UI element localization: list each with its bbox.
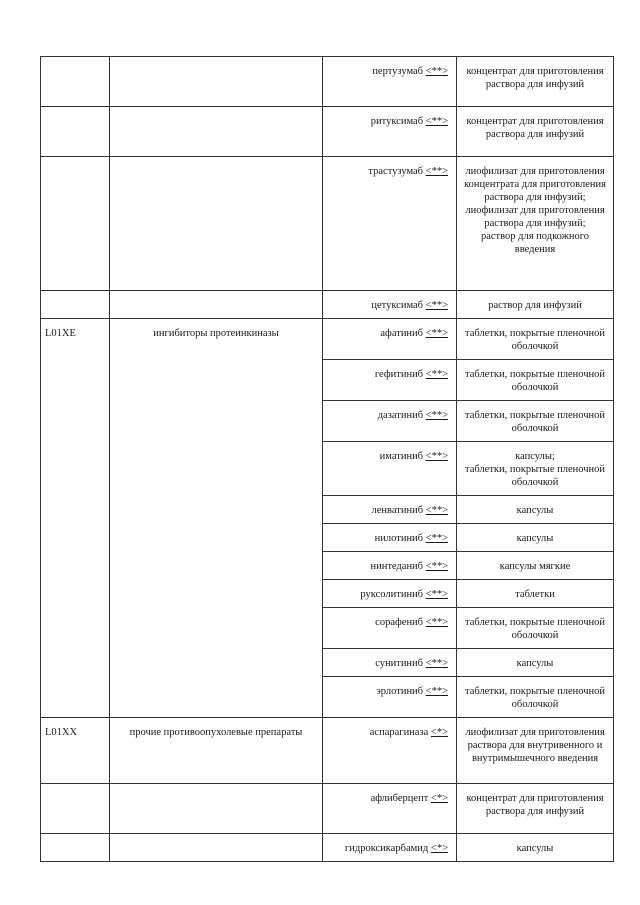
atc-code	[41, 291, 110, 319]
dosage-form-line: таблетки, покрытые пленочной оболочкой	[464, 464, 605, 488]
atc-group-name	[110, 157, 323, 291]
drug-name-cell	[323, 157, 457, 291]
dosage-form-line: раствор для подкожного введения	[480, 231, 590, 255]
dosage-form-line: таблетки, покрытые пленочной оболочкой	[464, 686, 605, 710]
dosage-form	[457, 291, 614, 319]
drug-mark: <**>	[425, 116, 448, 127]
dosage-form	[457, 834, 614, 862]
dosage-form-line: капсулы мягкие	[499, 561, 571, 572]
drug-mark: <**>	[425, 166, 448, 177]
atc-group-name	[110, 784, 323, 834]
drug-name: сорафениб	[375, 617, 424, 628]
table-row	[41, 157, 614, 291]
drug-name: гефитиниб	[374, 369, 424, 380]
drug-name: сунитиниб	[375, 658, 424, 669]
atc-group-name	[110, 834, 323, 862]
drug-mark: <**>	[425, 686, 448, 697]
dosage-form-line: капсулы	[516, 843, 554, 854]
dosage-form-line: капсулы	[516, 533, 554, 544]
table-row	[41, 291, 614, 319]
drug-mark: <**>	[425, 533, 448, 544]
table-row	[41, 57, 614, 107]
dosage-form	[457, 524, 614, 552]
drug-mark: <*>	[430, 727, 448, 738]
drug-name: нинтеданиб	[370, 561, 424, 572]
drug-name-cell	[323, 57, 457, 107]
dosage-form-line: таблетки	[515, 589, 555, 600]
atc-code	[41, 157, 110, 291]
atc-code	[41, 784, 110, 834]
drug-name-cell	[323, 360, 457, 401]
dosage-form-line: лиофилизат для приготовления концентрата для приготовления раствора для инфузий;	[464, 166, 606, 203]
atc-code	[41, 57, 110, 107]
atc-code	[41, 834, 110, 862]
dosage-form	[457, 57, 614, 107]
drug-name: ритуксимаб	[370, 116, 424, 127]
dosage-form-line: капсулы	[516, 658, 554, 669]
drug-mark: <**>	[425, 328, 448, 339]
dosage-form	[457, 677, 614, 718]
drug-name-cell	[323, 107, 457, 157]
dosage-form	[457, 107, 614, 157]
dosage-form	[457, 496, 614, 524]
atc-group-name	[110, 57, 323, 107]
dosage-form	[457, 580, 614, 608]
atc-code	[41, 107, 110, 157]
drug-name-cell	[323, 496, 457, 524]
dosage-form	[457, 718, 614, 784]
drug-mark: <**>	[425, 451, 448, 462]
drug-name-cell	[323, 608, 457, 649]
drug-mark: <**>	[425, 617, 448, 628]
drug-mark: <**>	[425, 300, 448, 311]
table-row	[41, 718, 614, 784]
drug-name: аспарагиназа	[369, 727, 429, 738]
drug-name-cell	[323, 834, 457, 862]
drug-mark: <**>	[425, 369, 448, 380]
drug-name: трастузумаб	[368, 166, 424, 177]
dosage-form-line: концентрат для приготовления раствора для инфузий	[466, 116, 604, 140]
atc-group-name: ингибиторы протеинкиназы	[110, 319, 323, 718]
drug-mark: <**>	[425, 561, 448, 572]
drug-table-body	[41, 57, 614, 862]
drug-name-cell	[323, 649, 457, 677]
dosage-form	[457, 608, 614, 649]
drug-mark: <*>	[430, 843, 448, 854]
dosage-form-line: таблетки, покрытые пленочной оболочкой	[464, 617, 605, 641]
drug-mark: <*>	[430, 793, 448, 804]
drug-name: руксолитиниб	[360, 589, 424, 600]
atc-code: L01XX	[41, 718, 110, 784]
drug-name: нилотиниб	[374, 533, 424, 544]
drug-name-cell	[323, 580, 457, 608]
drug-name: иматиниб	[379, 451, 424, 462]
drug-name: цетуксимаб	[371, 300, 424, 311]
drug-name: эрлотиниб	[376, 686, 424, 697]
dosage-form-line: капсулы;	[515, 451, 555, 462]
dosage-form	[457, 360, 614, 401]
dosage-form-line: концентрат для приготовления раствора для инфузий	[466, 793, 604, 817]
drug-mark: <**>	[425, 410, 448, 421]
table-row	[41, 834, 614, 862]
table-row	[41, 319, 614, 360]
drug-name-cell	[323, 718, 457, 784]
dosage-form	[457, 442, 614, 496]
drug-mark: <**>	[425, 658, 448, 669]
dosage-form	[457, 319, 614, 360]
table-row	[41, 784, 614, 834]
dosage-form-line: таблетки, покрытые пленочной оболочкой	[464, 369, 605, 393]
drug-name-cell	[323, 552, 457, 580]
dosage-form	[457, 784, 614, 834]
drug-name: ленватиниб	[371, 505, 424, 516]
dosage-form-line: лиофилизат для приготовления раствора для инфузий;	[465, 205, 605, 229]
dosage-form	[457, 157, 614, 291]
drug-name-cell	[323, 401, 457, 442]
dosage-form	[457, 552, 614, 580]
table-row	[41, 107, 614, 157]
drug-mark: <**>	[425, 589, 448, 600]
dosage-form-line: таблетки, покрытые пленочной оболочкой	[464, 410, 605, 434]
drug-name: дазатиниб	[377, 410, 424, 421]
dosage-form	[457, 401, 614, 442]
dosage-form-line: концентрат для приготовления раствора для инфузий	[466, 66, 604, 90]
drug-mark: <**>	[425, 66, 448, 77]
drug-name: пертузумаб	[372, 66, 424, 77]
drug-name-cell	[323, 442, 457, 496]
dosage-form-line: лиофилизат для приготовления раствора для внутривенного и внутримышечного введения	[465, 727, 605, 764]
drug-name: гидроксикарбамид	[344, 843, 429, 854]
atc-code: L01XE	[41, 319, 110, 718]
drug-name-cell	[323, 524, 457, 552]
drug-name-cell	[323, 291, 457, 319]
drug-name-cell	[323, 784, 457, 834]
dosage-form-line: капсулы	[516, 505, 554, 516]
dosage-form-line: таблетки, покрытые пленочной оболочкой	[464, 328, 605, 352]
atc-group-name	[110, 107, 323, 157]
drug-name: афлиберцепт	[370, 793, 429, 804]
dosage-form-line: раствор для инфузий	[488, 300, 582, 311]
dosage-form	[457, 649, 614, 677]
atc-group-name	[110, 291, 323, 319]
drug-table	[40, 56, 614, 862]
atc-group-name: прочие противоопухолевые препараты	[110, 718, 323, 784]
drug-mark: <**>	[425, 505, 448, 516]
drug-name: афатиниб	[380, 328, 424, 339]
drug-name-cell	[323, 319, 457, 360]
drug-name-cell	[323, 677, 457, 718]
